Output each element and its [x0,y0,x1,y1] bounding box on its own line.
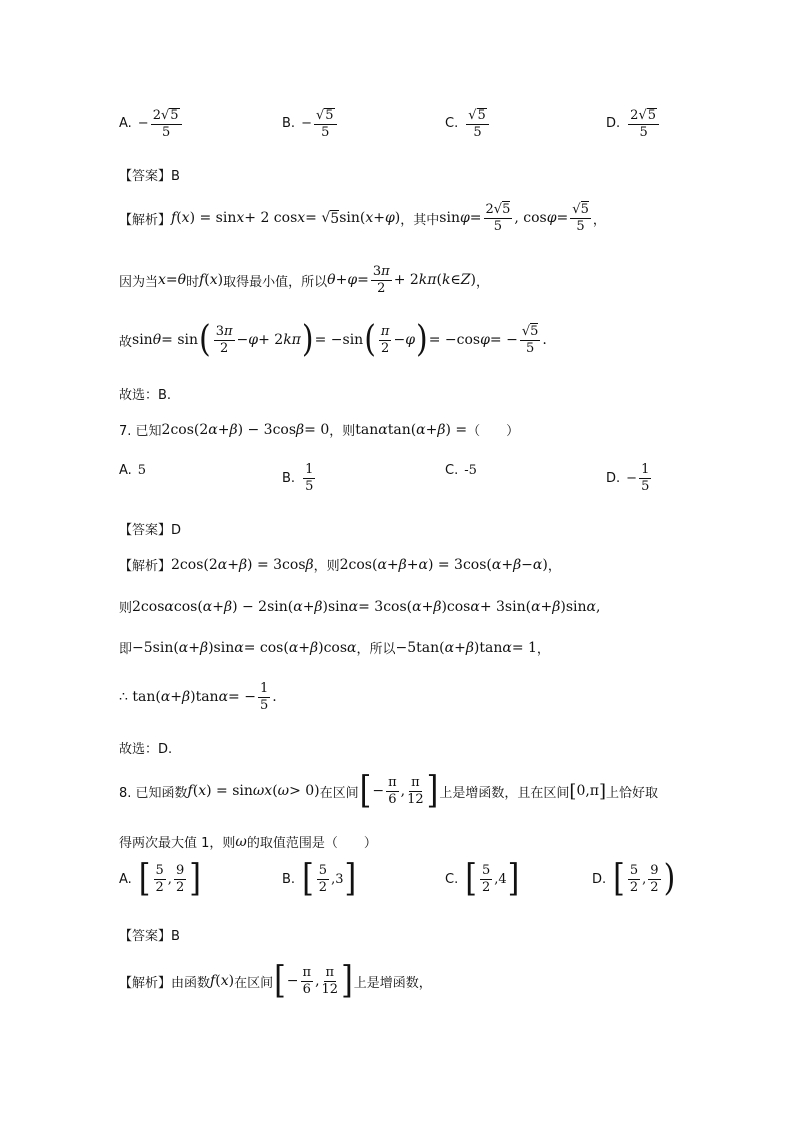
minus-sign: − [301,116,312,132]
fraction: √ 5 5 [314,108,337,139]
option-d: D. − $\frac{1}{5}$ [606,462,650,494]
solution-line: 即 −5sin( α + β )sin α = cos( α + β )cos α ，所以 −5tan( α + β )tan α = 1 ， [119,639,550,657]
solution-line: 因为当 x = θ 时 f ( x ) 取得最小值，所以 θ + φ = $\frac{3\pi}{2}$ + 2 kπ ( k∈Z ) ， [119,264,490,296]
option-c: C. [ $\frac{5}{2}$ ,4 ] [445,856,520,901]
option-b: B. [ $\frac{5}{2}$ ,3 ] [282,856,357,901]
question-7: 7. 已知 2cos(2 α + β ) − 3cos β = 0 ，则 tan α tan( α + β ) = （ ） [119,421,520,439]
conclusion-line: 故选：B. [119,388,172,403]
question-8: 8. 已知函数 f ( x ) = sin ωx ( ω > 0) 在区间 [ − $\frac{\pi}{6}$ , $\frac{\pi}{12}$ ] 上是增函数，且在区间 [ 0,π ] 上恰好取 [119,768,659,813]
option-d: D. [ $\frac{5}{2}$ , $\frac{9}{2}$ ) [592,856,676,901]
answer-line: 【答案】D [119,523,182,538]
option-b [282,108,339,139]
answer-line: 【答案】B [119,169,180,184]
solution-line: 故 sin θ = sin ( $\frac{3\pi}{2}$ − φ + 2 kπ ) = −sin ( $\frac{\pi}{2}$ − φ ) = −cos φ = − $\frac{√5}{5}$ . [119,318,547,361]
option-label: C. [445,116,459,132]
option-c [445,108,491,139]
option-c: C. -5 [445,463,477,478]
option-b: B. $\frac{1}{5}$ [282,462,314,494]
solution-line: 【解析】 f ( x ) = sin x + 2 cos x = √ 5 sin( x + φ ) ，其中 sin φ = $\frac{2√5}{5}$ , cos φ = $\frac{√5}{5}$ ， [119,202,606,234]
option-label: A. [119,116,132,132]
solution-line: 【解析】 由函数 f ( x ) 在区间 [ − $\frac{\pi}{6}$ , $\frac{\pi}{12}$ ] 上是增函数， [119,958,432,1003]
option-d [606,108,661,139]
solution-line: 【解析】 2cos(2 α + β ) = 3cos β ，则 2cos( α + β + α ) = 3cos( α + β − α ) ， [119,556,561,574]
answer-line: 【答案】B [119,929,180,944]
option-a: A. 5 [119,463,147,478]
fraction: 2√ 5 5 [628,108,659,139]
option-label: B. [282,116,296,132]
fraction: √ 5 5 [466,108,489,139]
minus-sign: − [137,116,149,132]
option-a: A. [ $\frac{5}{2}$ , $\frac{9}{2}$ ] [119,856,201,901]
option-a [119,108,184,139]
option-label: D. [606,116,621,132]
solution-line: 则 2cos α cos( α + β ) − 2sin( α + β )sin α = 3cos( α + β )cos α + 3sin( α + β )sin α , [119,598,601,616]
conclusion-line: 故选：D. [119,742,173,757]
question-8-cont: 得两次最大值 1，则 ω 的取值范围是（ ） [119,833,377,851]
solution-line: ∴ tan( α + β )tan α = − $\frac{1}{5}$ . [119,681,277,713]
fraction: 2√ 5 5 [151,108,182,139]
